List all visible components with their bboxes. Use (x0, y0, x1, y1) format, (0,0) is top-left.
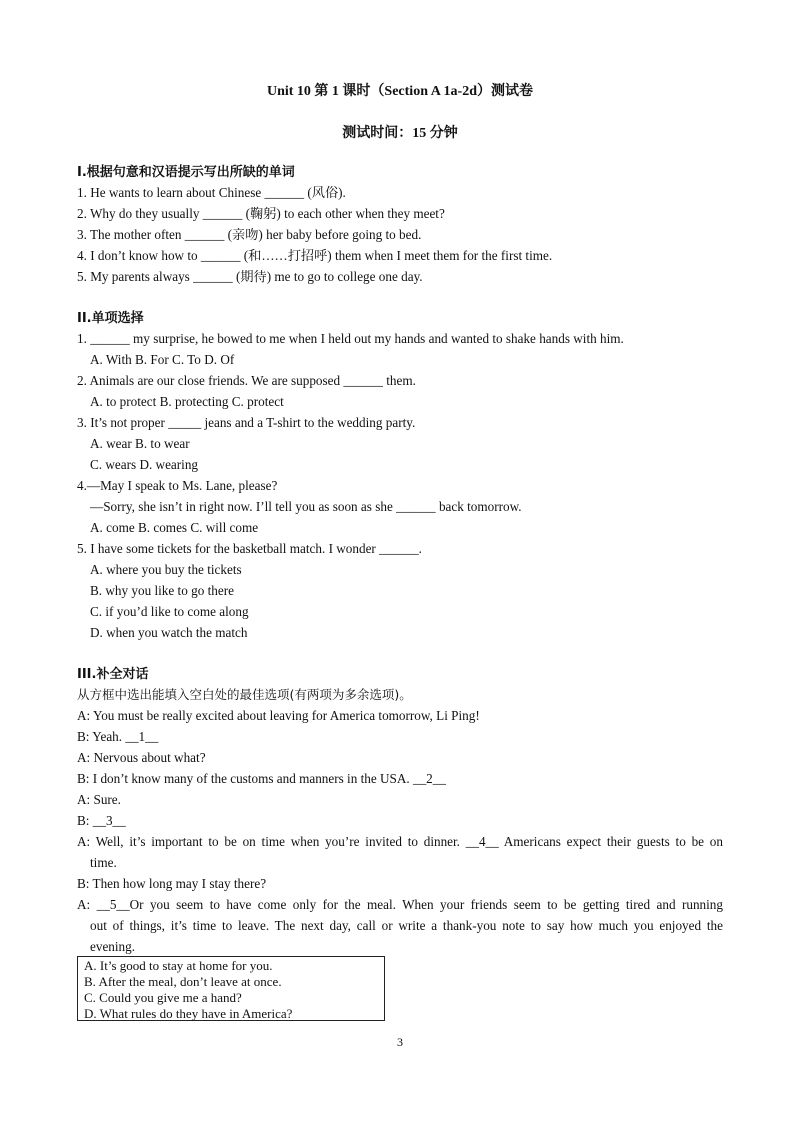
dialogue-line: A: Nervous about what? (77, 750, 206, 765)
section2-heading: II.单项选择 (77, 311, 144, 326)
option-line: C. wears D. wearing (90, 457, 199, 472)
question-line: —Sorry, she isn’t in right now. I’ll tell you as soon as she ______ back tomorrow. (90, 499, 522, 514)
option-line: A. where you buy the tickets (90, 562, 242, 577)
dialogue-line: A: You must be really excited about leaving for America tomorrow, Li Ping! (77, 708, 480, 723)
dialogue-line: evening. (90, 939, 136, 954)
option-item: B. After the meal, don’t leave at once. (84, 974, 282, 989)
option-line: C. if you’d like to come along (90, 604, 249, 619)
option-line: A. come B. comes C. will come (90, 520, 259, 535)
dialogue-line: B: Then how long may I stay there? (77, 876, 267, 891)
section1-heading: I.根据句意和汉语提示写出所缺的单词 (77, 165, 295, 180)
section3-instruction: 从方框中选出能填入空白处的最佳选项(有两项为多余选项)。 (77, 687, 412, 702)
section1-item: 5. My parents always ______ (期待) me to go to college one day. (77, 269, 423, 284)
dialogue-line: A: Sure. (77, 792, 121, 807)
dialogue-line: A: __5__Or you seem to have come only for the meal. When your friends seem to be getting tired and running (77, 897, 723, 912)
option-item: D. What rules do they have in America? (84, 1006, 293, 1021)
option-line: D. when you watch the match (90, 625, 248, 640)
page-number: 3 (397, 1035, 403, 1049)
question-line: 3. It’s not proper _____ jeans and a T-shirt to the wedding party. (77, 415, 416, 430)
option-line: A. to protect B. protecting C. protect (90, 394, 284, 409)
section1-item: 4. I don’t know how to ______ (和……打招呼) them when I meet them for the first time. (77, 248, 553, 263)
dialogue-line: B: I don’t know many of the customs and manners in the USA. __2__ (77, 771, 446, 786)
option-item: A. It’s good to stay at home for you. (84, 958, 273, 973)
question-line: 4.—May I speak to Ms. Lane, please? (77, 478, 278, 493)
page-title: Unit 10 第 1 课时（Section A 1a-2d）测试卷 (266, 84, 533, 99)
question-line: 2. Animals are our close friends. We are supposed ______ them. (77, 373, 416, 388)
section1-item: 1. He wants to learn about Chinese ______ (风俗). (77, 185, 346, 200)
dialogue-line: B: Yeah. __1__ (77, 729, 159, 744)
question-line: 5. I have some tickets for the basketball match. I wonder ______. (77, 541, 422, 556)
section1-item: 3. The mother often ______ (亲吻) her baby before going to bed. (77, 227, 422, 242)
option-line: A. With B. For C. To D. Of (90, 352, 235, 367)
option-item: C. Could you give me a hand? (84, 990, 242, 1005)
dialogue-line: time. (90, 855, 117, 870)
option-line: B. why you like to go there (90, 583, 234, 598)
options-box (77, 956, 385, 1021)
section1-item: 2. Why do they usually ______ (鞠躬) to each other when they meet? (77, 206, 445, 221)
option-line: A. wear B. to wear (90, 436, 190, 451)
question-line: 1. ______ my surprise, he bowed to me when I held out my hands and wanted to shake hands with him. (77, 331, 624, 346)
section3-heading: III.补全对话 (77, 667, 149, 682)
page-subtitle: 测试时间：15 分钟 (342, 126, 458, 141)
dialogue-line: A: Well, it’s important to be on time when you’re invited to dinner. __4__ Americans expect their guests to be on (77, 834, 723, 849)
dialogue-line: out of things, it’s time to leave. The next day, call or write a thank-you note to say how much you enjoyed the (90, 918, 723, 933)
dialogue-line: B: __3__ (77, 813, 126, 828)
